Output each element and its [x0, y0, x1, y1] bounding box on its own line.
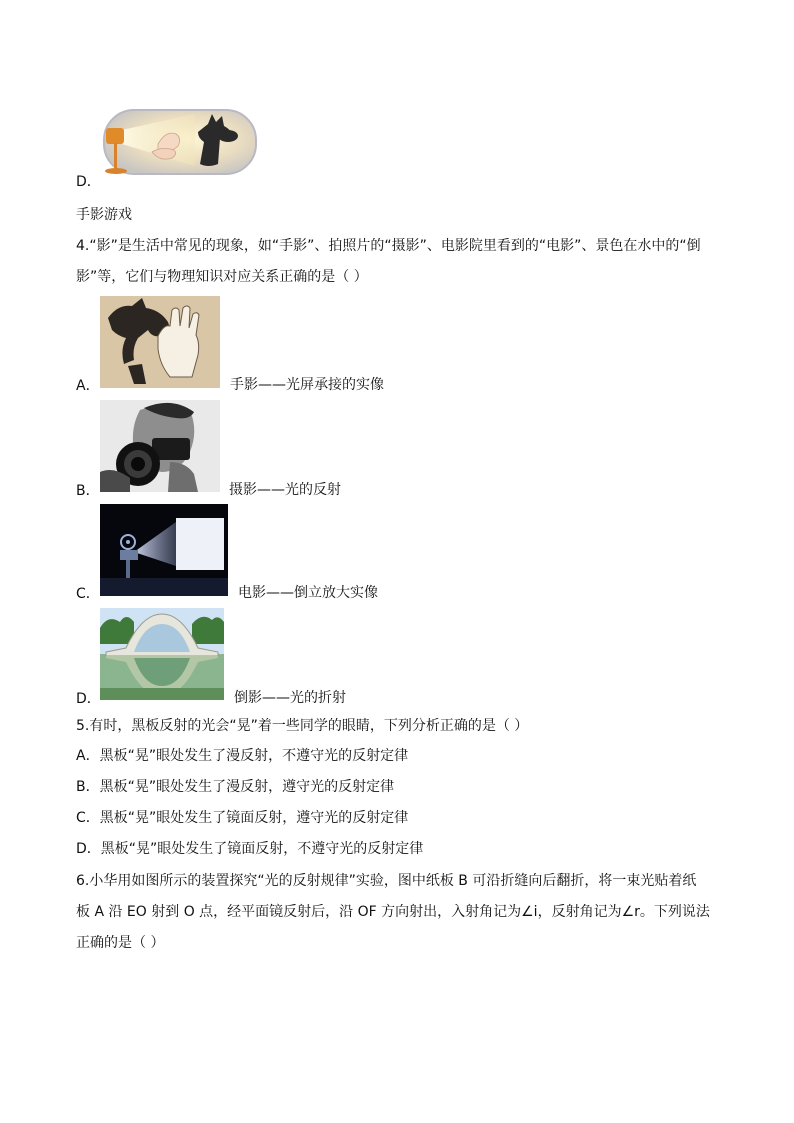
q4-stem-line2: 影”等，它们与物理知识对应关系正确的是（ ）: [76, 269, 368, 285]
q4-option-b-text: 摄影——光的反射: [229, 482, 341, 498]
q3-option-d-label[interactable]: D．: [76, 174, 101, 190]
film-projector-image: [100, 504, 228, 596]
q6-stem-line2: 板 A 沿 EO 射到 O 点，经平面镜反射后，沿 OF 方向射出，入射角记为∠i，反射角记为∠r。下列说法: [76, 904, 710, 920]
q4-option-c-label[interactable]: C．: [76, 586, 100, 602]
q4-option-d-label[interactable]: D．: [76, 691, 101, 707]
q4-stem-line1: 4.“影”是生活中常见的现象，如“手影”、拍照片的“摄影”、电影院里看到的“电影”、景色在水中的“倒: [76, 238, 701, 254]
q4-option-a-text: 手影——光屏承接的实像: [230, 377, 384, 393]
q6-stem-line3: 正确的是（ ）: [76, 935, 165, 951]
photographer-image: [100, 400, 220, 492]
q4-option-d-text: 倒影——光的折射: [234, 690, 346, 706]
hand-shadow-lamp-image: [100, 108, 258, 180]
q5-option-c[interactable]: C．黑板“晃”眼处发生了镜面反射，遵守光的反射定律: [76, 810, 409, 826]
q5-stem: 5.有时，黑板反射的光会“晃”着一些同学的眼睛，下列分析正确的是（ ）: [76, 718, 529, 734]
q4-option-c-text: 电影——倒立放大实像: [238, 585, 378, 601]
q6-stem-line1: 6.小华用如图所示的装置探究“光的反射规律”实验，图中纸板 B 可沿折缝向后翻折，将一束光贴着纸: [76, 873, 697, 889]
hand-shadow-image: [100, 296, 220, 388]
q5-option-a[interactable]: A．黑板“晃”眼处发生了漫反射，不遵守光的反射定律: [76, 748, 409, 764]
q5-option-b[interactable]: B．黑板“晃”眼处发生了漫反射，遵守光的反射定律: [76, 779, 395, 795]
q5-option-d[interactable]: D．黑板“晃”眼处发生了镜面反射，不遵守光的反射定律: [76, 841, 424, 857]
arch-bridge-reflection-image: [100, 608, 224, 700]
q3-option-d-caption: 手影游戏: [76, 207, 132, 223]
q4-option-a-label[interactable]: A．: [76, 378, 100, 394]
q4-option-b-label[interactable]: B．: [76, 483, 100, 499]
